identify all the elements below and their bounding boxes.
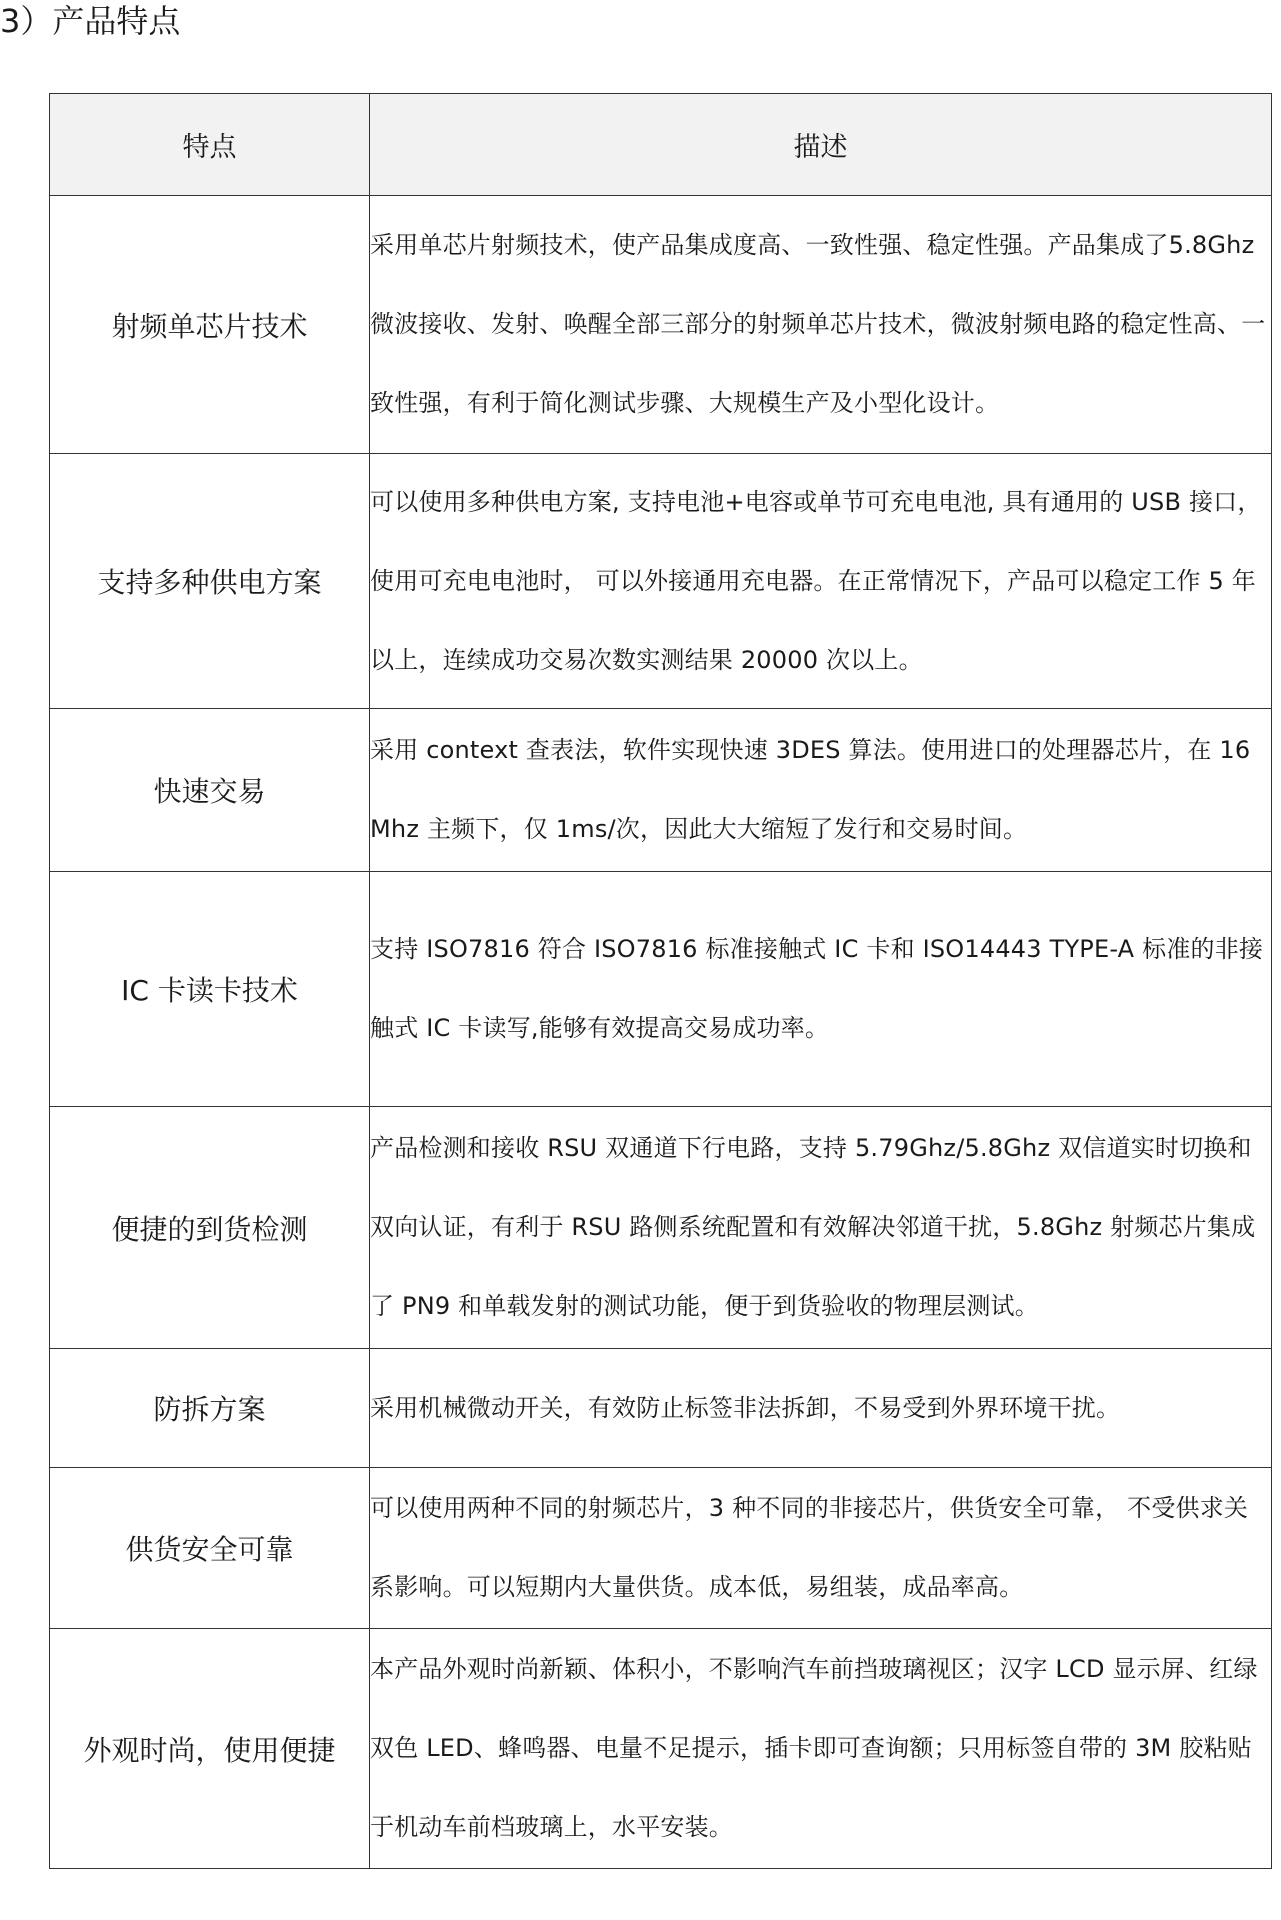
feature-name: 射频单芯片技术 xyxy=(50,196,370,454)
feature-name: 支持多种供电方案 xyxy=(50,454,370,709)
feature-description: 采用 context 查表法，软件实现快速 3DES 算法。使用进口的处理器芯片，在 16Mhz 主频下，仅 1ms/次，因此大大缩短了发行和交易时间。 xyxy=(370,736,1251,843)
feature-description-cell xyxy=(370,196,1272,454)
feature-name: 便捷的到货检测 xyxy=(50,1107,370,1349)
feature-description: 可以使用多种供电方案, 支持电池+电容或单节可充电电池, 具有通用的 USB 接口， 使用可充电电池时， 可以外接通用充电器。在正常情况下，产品可以稳定工作 5 年以上，连续成功交易次数实测结果 20000 次以上。 xyxy=(370,487,1262,674)
feature-name: 供货安全可靠 xyxy=(50,1468,370,1629)
table-row xyxy=(50,1629,1272,1869)
feature-name: 快速交易 xyxy=(50,709,370,872)
feature-description-cell xyxy=(370,1107,1272,1349)
feature-description-cell xyxy=(370,1349,1272,1468)
feature-name: 防拆方案 xyxy=(50,1349,370,1468)
table-row xyxy=(50,1468,1272,1629)
feature-description: 支持 ISO7816 符合 ISO7816 标准接触式 IC 卡和 ISO14443 TYPE-A 标准的非接触式 IC 卡读写,能够有效提高交易成功率。 xyxy=(370,935,1264,1042)
feature-description: 采用单芯片射频技术，使产品集成度高、一致性强、稳定性强。产品集成了5.8Ghz 微波接收、发射、唤醒全部三部分的射频单芯片技术，微波射频电路的稳定性高、一致性强，有利于简化测试步骤、大规模生产及小型化设计。 xyxy=(370,231,1266,417)
feature-description-cell xyxy=(370,1629,1272,1869)
table-row xyxy=(50,709,1272,872)
feature-description: 产品检测和接收 RSU 双通道下行电路，支持 5.79Ghz/5.8Ghz 双信道实时切换和双向认证，有利于 RSU 路侧系统配置和有效解决邻道干扰，5.8Ghz 射频芯片集成了 PN9 和单载发射的测试功能，便于到货验收的物理层测试。 xyxy=(370,1134,1256,1320)
feature-description-cell xyxy=(370,872,1272,1107)
feature-description-cell xyxy=(370,454,1272,709)
feature-description: 本产品外观时尚新颖、体积小，不影响汽车前挡玻璃视区；汉字 LCD 显示屏、红绿双色 LED、蜂鸣器、电量不足提示，插卡即可查询额；只用标签自带的 3M 胶粘贴于机动车前档玻璃上，水平安装。 xyxy=(370,1655,1258,1841)
feature-name: 外观时尚，使用便捷 xyxy=(50,1629,370,1869)
column-header-feature: 特点 xyxy=(50,94,370,196)
table-row xyxy=(50,1349,1272,1468)
table-row xyxy=(50,196,1272,454)
feature-description-cell xyxy=(370,709,1272,872)
table-header-row xyxy=(50,94,1272,196)
features-table xyxy=(49,93,1272,1869)
feature-description: 采用机械微动开关，有效防止标签非法拆卸，不易受到外界环境干扰。 xyxy=(370,1393,1121,1422)
feature-description: 可以使用两种不同的射频芯片，3 种不同的非接芯片，供货安全可靠， 不受供求关系影响。可以短期内大量供货。成本低，易组装，成品率高。 xyxy=(370,1494,1249,1601)
feature-description-cell xyxy=(370,1468,1272,1629)
table-row xyxy=(50,454,1272,709)
table-row xyxy=(50,872,1272,1107)
section-title: 3）产品特点 xyxy=(0,2,181,40)
column-header-description: 描述 xyxy=(370,94,1272,196)
table-row xyxy=(50,1107,1272,1349)
feature-name: IC 卡读卡技术 xyxy=(50,872,370,1107)
